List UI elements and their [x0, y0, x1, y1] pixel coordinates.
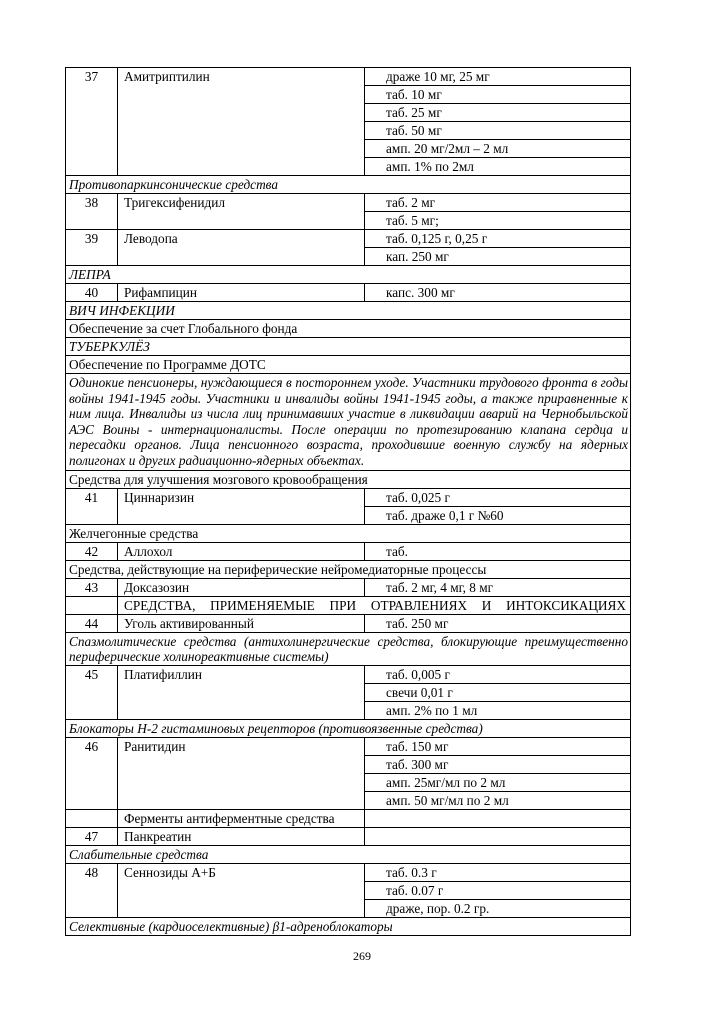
section-heading: Противопаркинсонические средства	[66, 176, 631, 194]
table-row	[66, 863, 631, 881]
subcategory-label: Ферменты антиферментные средства	[118, 809, 365, 827]
table-row	[66, 68, 631, 86]
drug-name: Уголь активированный	[118, 614, 365, 632]
drug-number: 44	[66, 614, 118, 632]
section-heading: Селективные (кардиоселективные) β1-адреноблокаторы	[66, 917, 631, 935]
dosage-form: амп. 20 мг/2мл – 2 мл	[365, 140, 631, 158]
eligibility-paragraph: Одинокие пенсионеры, нуждающиеся в постороннем уходе. Участники трудового фронта в годы войны 1941-1945 годы. Участники и инвалиды войны 1941-1945 годы, а также приравненные к ним лица. Инвалиды из числа лиц принимавших участие в ликвидации аварий на Чернобыльской АЭС Воины - интернационалисты. После операции по протезированию клапана сердца и пересадки органов. Лица пенсионного возраста, проходившие военную службу на ядерных полигонах и других радиационно-ядерных объектах.	[66, 374, 631, 471]
drug-name: Циннаризин	[118, 488, 365, 524]
drug-name: Панкреатин	[118, 827, 365, 845]
drug-number: 38	[66, 194, 118, 230]
table-row	[66, 542, 631, 560]
table-row	[66, 737, 631, 755]
page-number: 269	[353, 949, 371, 963]
category-row	[66, 560, 631, 578]
dosage-form: таб. 2 мг	[365, 194, 631, 212]
section-heading: ЛЕПРА	[66, 266, 631, 284]
dosage-form: таб. 2 мг, 4 мг, 8 мг	[365, 578, 631, 596]
drug-name: Тригексифенидил	[118, 194, 365, 230]
section-row	[66, 176, 631, 194]
category-label: Средства для улучшения мозгового кровообращения	[66, 470, 631, 488]
section-heading: Блокаторы Н-2 гистаминовых рецепторов (противоязвенные средства)	[66, 719, 631, 737]
empty-cell	[66, 809, 118, 827]
dosage-form: таб. 0,025 г	[365, 488, 631, 506]
category-paragraph: Спазмолитические средства (антихолинергические средства, блокирующие преимущественно периферические холинореактивные системы)	[66, 632, 631, 665]
dosage-form: амп. 1% по 2мл	[365, 158, 631, 176]
section-heading: ВИЧ ИНФЕКЦИИ	[66, 302, 631, 320]
dosage-form: драже 10 мг, 25 мг	[365, 68, 631, 86]
drug-number: 43	[66, 578, 118, 596]
dosage-form: амп. 50 мг/мл по 2 мл	[365, 791, 631, 809]
dosage-form	[365, 827, 631, 845]
table-row	[66, 665, 631, 683]
dosage-form: драже, пор. 0.2 гр.	[365, 899, 631, 917]
category-row	[66, 524, 631, 542]
drug-name: Леводопа	[118, 230, 365, 266]
section-row	[66, 338, 631, 356]
dosage-form: таб. 0,005 г	[365, 665, 631, 683]
empty-cell	[66, 596, 118, 614]
drug-number: 41	[66, 488, 118, 524]
dosage-form: таб. 0,125 г, 0,25 г	[365, 230, 631, 248]
category-row	[66, 320, 631, 338]
category-row	[66, 356, 631, 374]
dosage-form: таб. 0.07 г	[365, 881, 631, 899]
section-row	[66, 302, 631, 320]
dosage-form: амп. 25мг/мл по 2 мл	[365, 773, 631, 791]
drug-number: 39	[66, 230, 118, 266]
dosage-form: таб. драже 0,1 г №60	[365, 506, 631, 524]
table-row	[66, 230, 631, 248]
dosage-form: амп. 2% по 1 мл	[365, 701, 631, 719]
drug-number: 48	[66, 863, 118, 917]
drug-number: 45	[66, 665, 118, 719]
eligibility-row	[66, 374, 631, 471]
section-row	[66, 845, 631, 863]
drug-number: 42	[66, 542, 118, 560]
caps-row	[66, 596, 631, 614]
table-row	[66, 614, 631, 632]
subcategory-row	[66, 809, 631, 827]
drug-table	[65, 67, 631, 936]
drug-number: 46	[66, 737, 118, 809]
dosage-form: таб. 150 мг	[365, 737, 631, 755]
drug-number: 47	[66, 827, 118, 845]
category-label: Обеспечение за счет Глобального фонда	[66, 320, 631, 338]
table-row	[66, 578, 631, 596]
category-label: Средства, действующие на периферические нейромедиаторные процессы	[66, 560, 631, 578]
section-row	[66, 719, 631, 737]
table-row	[66, 488, 631, 506]
section-row	[66, 917, 631, 935]
table-row	[66, 827, 631, 845]
empty-cell	[365, 809, 631, 827]
dosage-form: таб. 5 мг;	[365, 212, 631, 230]
category-label: Обеспечение по Программе ДОТС	[66, 356, 631, 374]
drug-number: 37	[66, 68, 118, 176]
drug-name: Доксазозин	[118, 578, 365, 596]
drug-name: Амитриптилин	[118, 68, 365, 176]
drug-name: Платифиллин	[118, 665, 365, 719]
category-label: Желчегонные средства	[66, 524, 631, 542]
category-row	[66, 470, 631, 488]
dosage-form: таб. 300 мг	[365, 755, 631, 773]
drug-name: Рифампицин	[118, 284, 365, 302]
table-row	[66, 284, 631, 302]
dosage-form: таб. 10 мг	[365, 86, 631, 104]
drug-name: Ранитидин	[118, 737, 365, 809]
section-heading: ТУБЕРКУЛЁЗ	[66, 338, 631, 356]
dosage-form: кап. 250 мг	[365, 248, 631, 266]
dosage-form: таб. 25 мг	[365, 104, 631, 122]
drug-name: Аллохол	[118, 542, 365, 560]
category-row	[66, 632, 631, 665]
dosage-form: таб. 0.3 г	[365, 863, 631, 881]
dosage-form: таб.	[365, 542, 631, 560]
dosage-form: таб. 250 мг	[365, 614, 631, 632]
section-row	[66, 266, 631, 284]
table-row	[66, 194, 631, 212]
drug-number: 40	[66, 284, 118, 302]
dosage-form: таб. 50 мг	[365, 122, 631, 140]
drug-name: Сеннозиды А+Б	[118, 863, 365, 917]
dosage-form: капс. 300 мг	[365, 284, 631, 302]
section-heading: Слабительные средства	[66, 845, 631, 863]
dosage-form: свечи 0,01 г	[365, 683, 631, 701]
caps-heading: СРЕДСТВА, ПРИМЕНЯЕМЫЕ ПРИ ОТРАВЛЕНИЯХ И ИНТОКСИКАЦИЯХ	[118, 596, 631, 614]
